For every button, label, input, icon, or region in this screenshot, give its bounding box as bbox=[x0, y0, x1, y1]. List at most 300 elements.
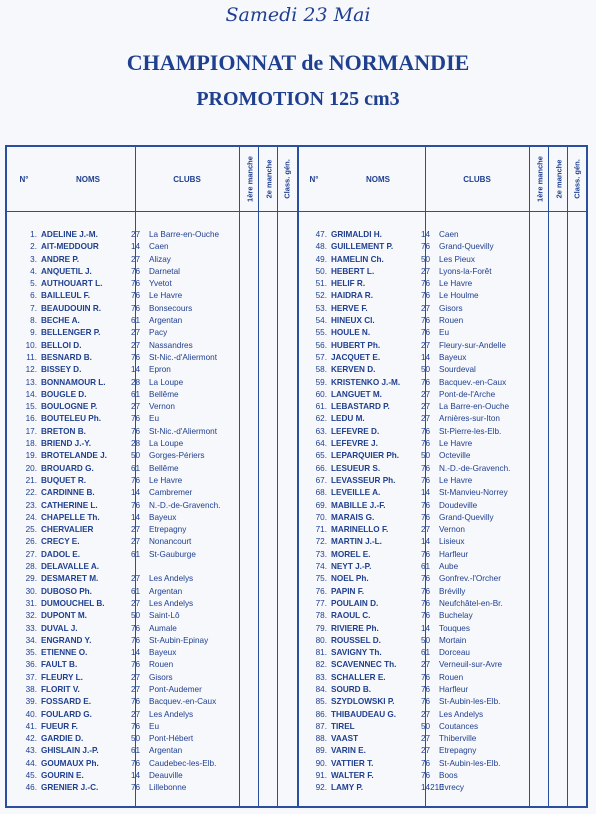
table-row bbox=[7, 673, 297, 685]
entrant-number: 20. bbox=[25, 463, 37, 473]
entrant-number: 68. bbox=[315, 488, 327, 498]
table-row bbox=[297, 746, 586, 758]
entrant-name: JACQUET E. bbox=[331, 352, 381, 362]
table-row bbox=[7, 574, 297, 586]
club-name: Grand-Quevilly bbox=[439, 512, 494, 522]
entrant-name: BECHE A. bbox=[41, 316, 80, 326]
entrant-name: VATTIER T. bbox=[331, 758, 374, 768]
table-row bbox=[7, 378, 297, 390]
club-name: Rouen bbox=[439, 316, 464, 326]
club-department: 76 bbox=[421, 586, 431, 596]
club-department: 76 bbox=[421, 771, 431, 781]
entrant-name: FLORIT V. bbox=[41, 684, 80, 694]
entrant-number: 60. bbox=[315, 389, 327, 399]
club-department: 27 bbox=[131, 537, 141, 547]
entrant-number: 39. bbox=[25, 697, 37, 707]
header-overall: Class. gén. bbox=[567, 147, 585, 211]
entrant-number: 13. bbox=[25, 377, 37, 387]
entrant-name: BOUGLE D. bbox=[41, 389, 87, 399]
table-row bbox=[297, 685, 586, 697]
club-name: Eu bbox=[149, 414, 160, 424]
entrant-name: FUEUR F. bbox=[41, 721, 78, 731]
entrant-number: 12. bbox=[25, 365, 37, 375]
entrant-name: DUVAL J. bbox=[41, 623, 78, 633]
club-name: Saint-Lô bbox=[149, 611, 180, 621]
entrant-number: 88. bbox=[315, 734, 327, 744]
entrant-number: 18. bbox=[25, 439, 37, 449]
entrant-name: HELIF R. bbox=[331, 279, 366, 289]
table-row bbox=[297, 341, 586, 353]
club-name: Nonancourt bbox=[149, 537, 192, 547]
entrants-column-right bbox=[297, 147, 586, 806]
entrant-name: ANDRE P. bbox=[41, 254, 80, 264]
entrant-name: POULAIN D. bbox=[331, 598, 379, 608]
club-name: Les Andelys bbox=[149, 574, 194, 584]
club-department: 14 bbox=[131, 648, 141, 658]
entrant-number: 5. bbox=[30, 279, 37, 289]
table-row bbox=[297, 783, 586, 795]
club-department: 14 bbox=[131, 488, 141, 498]
entrant-number: 26. bbox=[25, 537, 37, 547]
table-row bbox=[7, 734, 297, 746]
entrant-name: DUBOSO Ph. bbox=[41, 586, 92, 596]
entrant-name: LEBASTARD P. bbox=[331, 402, 390, 412]
entrant-name: LAMY P. bbox=[331, 783, 364, 793]
entrant-name: DUMOUCHEL B. bbox=[41, 598, 105, 608]
club-name: Gonfrev.-l'Orcher bbox=[439, 574, 501, 584]
club-name: Les Pieux bbox=[439, 254, 475, 264]
table-row bbox=[7, 304, 297, 316]
entrant-name: FOULARD G. bbox=[41, 709, 92, 719]
entrant-name: BUQUET R. bbox=[41, 475, 87, 485]
club-name: Vernon bbox=[149, 402, 175, 412]
club-name: Doudeville bbox=[439, 500, 478, 510]
club-department: 27 bbox=[131, 340, 141, 350]
club-name: St-Nic.-d'Aliermont bbox=[149, 426, 217, 436]
entrant-number: 56. bbox=[315, 340, 327, 350]
table-row bbox=[297, 464, 586, 476]
entrant-name: CARDINNE B. bbox=[41, 488, 95, 498]
entrant-number: 78. bbox=[315, 611, 327, 621]
club-name: Argentan bbox=[149, 746, 183, 756]
entrant-number: 43. bbox=[25, 746, 37, 756]
club-department: 76 bbox=[131, 758, 141, 768]
entrant-name: THIBAUDEAU G. bbox=[331, 709, 397, 719]
club-department: 76 bbox=[131, 279, 141, 289]
club-department: 61 bbox=[131, 389, 141, 399]
club-name: Eu bbox=[149, 721, 160, 731]
table-row bbox=[7, 230, 297, 242]
entrant-name: LEVEILLE A. bbox=[331, 488, 381, 498]
club-department: 27 bbox=[421, 303, 431, 313]
entrant-number: 6. bbox=[30, 291, 37, 301]
club-department: 27 bbox=[131, 598, 141, 608]
table-row bbox=[297, 587, 586, 599]
entrant-name: MARTIN J.-L. bbox=[331, 537, 382, 547]
table-row bbox=[297, 501, 586, 513]
table-row bbox=[297, 697, 586, 709]
entrant-name: LEVASSEUR Ph. bbox=[331, 475, 396, 485]
club-name: La Loupe bbox=[149, 439, 184, 449]
table-row bbox=[7, 624, 297, 636]
club-name: Bellême bbox=[149, 389, 179, 399]
club-department: 76 bbox=[131, 266, 141, 276]
entrant-name: AUTHOUART L. bbox=[41, 279, 103, 289]
table-row bbox=[7, 722, 297, 734]
entrant-number: 29. bbox=[25, 574, 37, 584]
club-department: 14 bbox=[131, 242, 141, 252]
entrant-name: MABILLE J.-F. bbox=[331, 500, 386, 510]
entrant-number: 89. bbox=[315, 746, 327, 756]
table-row bbox=[7, 328, 297, 340]
table-row bbox=[7, 599, 297, 611]
entrant-name: BEAUDOUIN R. bbox=[41, 303, 102, 313]
club-name: Fleury-sur-Andelle bbox=[439, 340, 506, 350]
club-name: Pont-Audemer bbox=[149, 684, 202, 694]
entrant-name: RIVIERE Ph. bbox=[331, 623, 379, 633]
entrant-name: GRIMALDI H. bbox=[331, 230, 382, 239]
entrant-name: HERVE F. bbox=[331, 303, 368, 313]
championship-title: CHAMPIONNAT de NORMANDIE bbox=[126, 50, 470, 75]
table-row bbox=[297, 242, 586, 254]
club-department: 27 bbox=[131, 709, 141, 719]
table-row bbox=[297, 291, 586, 303]
entrant-name: BRETON B. bbox=[41, 426, 86, 436]
table-row bbox=[7, 242, 297, 254]
entrant-name: BESNARD B. bbox=[41, 352, 92, 362]
table-row bbox=[7, 660, 297, 672]
entrant-name: BRIEND J.-Y. bbox=[41, 439, 92, 449]
club-name: Le Houlme bbox=[439, 291, 479, 301]
club-name: Rouen bbox=[439, 672, 464, 682]
club-department: 27 bbox=[131, 402, 141, 412]
entrant-number: 92. bbox=[315, 783, 327, 793]
club-department: 76 bbox=[131, 635, 141, 645]
table-row bbox=[7, 451, 297, 463]
club-department: 27 bbox=[421, 709, 431, 719]
table-row bbox=[297, 660, 586, 672]
table-row bbox=[297, 525, 586, 537]
entrant-number: 50. bbox=[315, 266, 327, 276]
entrant-name: ETIENNE O. bbox=[41, 648, 88, 658]
club-department: 76 bbox=[131, 721, 141, 731]
club-name: Pacy bbox=[149, 328, 168, 338]
table-row bbox=[7, 476, 297, 488]
table-row bbox=[297, 624, 586, 636]
club-department: 27 bbox=[131, 574, 141, 584]
table-row bbox=[7, 697, 297, 709]
table-row bbox=[297, 304, 586, 316]
club-name: Coutances bbox=[439, 721, 479, 731]
entrant-number: 14. bbox=[25, 389, 37, 399]
club-department: 76 bbox=[131, 426, 141, 436]
club-name: Le Havre bbox=[439, 439, 473, 449]
table-row bbox=[297, 673, 586, 685]
entrant-number: 27. bbox=[25, 549, 37, 559]
table-row bbox=[7, 353, 297, 365]
club-name: Deauville bbox=[149, 771, 183, 781]
club-name: Epron bbox=[149, 365, 171, 375]
entrant-number: 7. bbox=[30, 303, 37, 313]
club-department: 76 bbox=[421, 316, 431, 326]
table-row bbox=[297, 537, 586, 549]
club-department: 76 bbox=[421, 463, 431, 473]
table-row bbox=[7, 562, 297, 574]
club-name: Gisors bbox=[149, 672, 173, 682]
club-department: 76 bbox=[131, 783, 141, 793]
entrant-number: 86. bbox=[315, 709, 327, 719]
entrant-number: 52. bbox=[315, 291, 327, 301]
club-name: Bacquev.-en-Caux bbox=[439, 377, 507, 387]
entrant-name: VAAST bbox=[331, 734, 359, 744]
entrant-number: 63. bbox=[315, 426, 327, 436]
table-row bbox=[297, 279, 586, 291]
entrant-number: 10. bbox=[25, 340, 37, 350]
club-department: 27 bbox=[421, 734, 431, 744]
club-name: Pont-Hébert bbox=[149, 734, 194, 744]
club-name: St-Pierre-les-Elb. bbox=[439, 426, 502, 436]
entrant-number: 11. bbox=[26, 352, 37, 362]
table-row bbox=[297, 636, 586, 648]
club-name: Bayeux bbox=[149, 648, 177, 658]
entrant-name: LESUEUR S. bbox=[331, 463, 381, 473]
table-row bbox=[7, 279, 297, 291]
club-name: Les Andelys bbox=[149, 709, 194, 719]
club-department: 27 bbox=[131, 672, 141, 682]
club-name: N.-D.-de-Gravench. bbox=[439, 463, 511, 473]
table-row bbox=[7, 746, 297, 758]
entrant-list-right bbox=[297, 230, 586, 796]
table-row bbox=[297, 328, 586, 340]
table-row bbox=[7, 550, 297, 562]
club-department: 14 bbox=[421, 230, 431, 239]
entrant-number: 54. bbox=[315, 316, 327, 326]
entrant-number: 46. bbox=[25, 783, 37, 793]
club-department: 76 bbox=[131, 623, 141, 633]
entrant-name: HOULE N. bbox=[331, 328, 371, 338]
entrant-name: BELLENGER P. bbox=[41, 328, 101, 338]
club-department: 76 bbox=[131, 352, 141, 362]
club-department: 28 bbox=[131, 439, 141, 449]
club-department: 76 bbox=[131, 475, 141, 485]
club-department: 50 bbox=[421, 635, 431, 645]
entrant-name: KRISTENKO J.-M. bbox=[331, 377, 401, 387]
table-row bbox=[7, 648, 297, 660]
entrant-name: LEDU M. bbox=[331, 414, 365, 424]
entrant-number: 34. bbox=[25, 635, 37, 645]
club-name: Caudebec-les-Elb. bbox=[149, 758, 217, 768]
club-name: Lyons-la-Forêt bbox=[439, 266, 492, 276]
entrant-name: HAMELIN Ch. bbox=[331, 254, 384, 264]
table-row bbox=[297, 267, 586, 279]
club-department: 27 bbox=[421, 746, 431, 756]
entrant-number: 67. bbox=[315, 475, 327, 485]
entrant-name: HAIDRA R. bbox=[331, 291, 373, 301]
club-department: 76 bbox=[421, 291, 431, 301]
club-name: Sourdeval bbox=[439, 365, 476, 375]
club-department: 76 bbox=[421, 672, 431, 682]
entrant-name: SAVIGNY Th. bbox=[331, 648, 382, 658]
club-department: 61 bbox=[131, 586, 141, 596]
entrant-number: 17. bbox=[25, 426, 37, 436]
club-name: Le Havre bbox=[439, 475, 473, 485]
table-row bbox=[297, 255, 586, 267]
club-department: 76 bbox=[421, 549, 431, 559]
entrant-name: BOULOGNE P. bbox=[41, 402, 98, 412]
club-name: Yvetot bbox=[149, 279, 172, 289]
entrant-name: NEYT J.-P. bbox=[331, 562, 372, 572]
table-row bbox=[7, 255, 297, 267]
header-number: N° bbox=[309, 175, 319, 184]
club-department: 27 bbox=[131, 525, 141, 535]
table-row bbox=[297, 611, 586, 623]
club-name: Caen bbox=[439, 230, 459, 239]
club-name: Etrepagny bbox=[439, 746, 477, 756]
club-department: 76 bbox=[421, 500, 431, 510]
club-department: 76 bbox=[421, 328, 431, 338]
entrant-list-left bbox=[7, 230, 297, 796]
club-name: Dorceau bbox=[439, 648, 470, 658]
club-department: 14 bbox=[131, 365, 141, 375]
event-date: Samedi 23 Mai bbox=[225, 4, 371, 26]
entrant-number: 24. bbox=[25, 512, 37, 522]
entrant-number: 37. bbox=[25, 672, 37, 682]
entrant-number: 58. bbox=[315, 365, 327, 375]
club-name: Boos bbox=[439, 771, 458, 781]
club-name: Caen bbox=[149, 242, 169, 252]
entrant-number: 25. bbox=[25, 525, 37, 535]
table-row bbox=[297, 710, 586, 722]
entrant-number: 51. bbox=[315, 279, 327, 289]
club-name: Le Havre bbox=[149, 475, 183, 485]
entrant-name: FLEURY L. bbox=[41, 672, 83, 682]
club-name: Arnières-sur-Iton bbox=[439, 414, 500, 424]
club-department: 28 bbox=[131, 377, 141, 387]
entrant-number: 76. bbox=[315, 586, 327, 596]
table-row bbox=[7, 341, 297, 353]
entrant-name: LANGUET M. bbox=[331, 389, 382, 399]
entrant-name: BROUARD G. bbox=[41, 463, 94, 473]
club-name: Touques bbox=[439, 623, 470, 633]
club-name: St-Aubin-Epinay bbox=[149, 635, 209, 645]
club-name: Bayeux bbox=[439, 352, 467, 362]
table-row bbox=[297, 451, 586, 463]
table-header bbox=[7, 147, 297, 212]
table-row bbox=[297, 427, 586, 439]
club-department: 14 bbox=[131, 512, 141, 522]
entrant-name: RAOUL C. bbox=[331, 611, 371, 621]
club-name: N.-D.-de-Gravench. bbox=[149, 500, 221, 510]
entrant-number: 3. bbox=[30, 254, 37, 264]
club-department: 50 bbox=[421, 721, 431, 731]
club-department: 61 bbox=[421, 648, 431, 658]
table-row bbox=[7, 771, 297, 783]
club-department: 50 bbox=[131, 611, 141, 621]
club-name: La Loupe bbox=[149, 377, 184, 387]
entrant-number: 69. bbox=[315, 500, 327, 510]
club-name: Cambremer bbox=[149, 488, 193, 498]
club-department: 27 bbox=[131, 328, 141, 338]
entrant-name: BROTELANDE J. bbox=[41, 451, 107, 461]
entrant-number: 79. bbox=[315, 623, 327, 633]
table-row bbox=[297, 476, 586, 488]
entrant-number: 84. bbox=[315, 684, 327, 694]
entrant-number: 66. bbox=[315, 463, 327, 473]
club-department: 14 bbox=[421, 488, 431, 498]
club-name: Grand-Quevilly bbox=[439, 242, 494, 252]
entrant-number: 9. bbox=[30, 328, 37, 338]
entrant-number: 47. bbox=[315, 230, 327, 239]
club-department: 14210 bbox=[421, 783, 444, 793]
entrant-name: AIT-MEDDOUR bbox=[41, 242, 99, 252]
entrant-name: HEBERT L. bbox=[331, 266, 375, 276]
entrant-number: 80. bbox=[315, 635, 327, 645]
club-department: 27 bbox=[421, 525, 431, 535]
club-name: Bacquev.-en-Caux bbox=[149, 697, 217, 707]
club-department: 76 bbox=[421, 512, 431, 522]
entrant-name: ROUSSEL D. bbox=[331, 635, 381, 645]
entrant-number: 32. bbox=[25, 611, 37, 621]
entrant-number: 62. bbox=[315, 414, 327, 424]
club-name: Bayeux bbox=[149, 512, 177, 522]
table-header bbox=[297, 147, 586, 212]
club-department: 27 bbox=[421, 266, 431, 276]
entrant-name: HUBERT Ph. bbox=[331, 340, 381, 350]
club-name: Thiberville bbox=[439, 734, 477, 744]
table-row bbox=[7, 267, 297, 279]
table-row bbox=[297, 759, 586, 771]
table-row bbox=[7, 390, 297, 402]
entrant-number: 48. bbox=[315, 242, 327, 252]
entrant-name: PAPIN F. bbox=[331, 586, 365, 596]
table-row bbox=[297, 734, 586, 746]
club-name: Bonsecours bbox=[149, 303, 193, 313]
club-name: Gorges-Périers bbox=[149, 451, 205, 461]
table-row bbox=[7, 414, 297, 426]
table-row bbox=[7, 439, 297, 451]
club-name: Harfleur bbox=[439, 684, 469, 694]
entrant-number: 41. bbox=[25, 721, 37, 731]
entrant-name: BAILLEUL F. bbox=[41, 291, 90, 301]
entrant-number: 90. bbox=[315, 758, 327, 768]
entrant-number: 22. bbox=[25, 488, 37, 498]
entrant-name: DESMARET M. bbox=[41, 574, 99, 584]
club-name: St-Aubin-les-Elb. bbox=[439, 697, 501, 707]
table-row bbox=[7, 427, 297, 439]
entrant-number: 82. bbox=[315, 660, 327, 670]
club-department: 76 bbox=[131, 660, 141, 670]
table-row bbox=[297, 353, 586, 365]
club-department: 76 bbox=[421, 475, 431, 485]
entrant-name: LEFEVRE D. bbox=[331, 426, 380, 436]
table-row bbox=[7, 587, 297, 599]
category-title: PROMOTION 125 cm3 bbox=[196, 88, 400, 110]
club-department: 76 bbox=[421, 598, 431, 608]
club-name: La Barre-en-Ouche bbox=[439, 402, 510, 412]
club-department: 27 bbox=[131, 684, 141, 694]
table-row bbox=[297, 390, 586, 402]
entrant-number: 45. bbox=[25, 771, 37, 781]
entrant-number: 36. bbox=[25, 660, 37, 670]
entrant-number: 61. bbox=[315, 402, 327, 412]
header-clubs: CLUBS bbox=[463, 175, 491, 184]
entrant-number: 4. bbox=[30, 266, 37, 276]
club-name: Aumale bbox=[149, 623, 177, 633]
entrant-name: SOURD B. bbox=[331, 684, 372, 694]
entrant-number: 53. bbox=[315, 303, 327, 313]
club-department: 76 bbox=[131, 414, 141, 424]
club-name: Le Havre bbox=[149, 291, 183, 301]
